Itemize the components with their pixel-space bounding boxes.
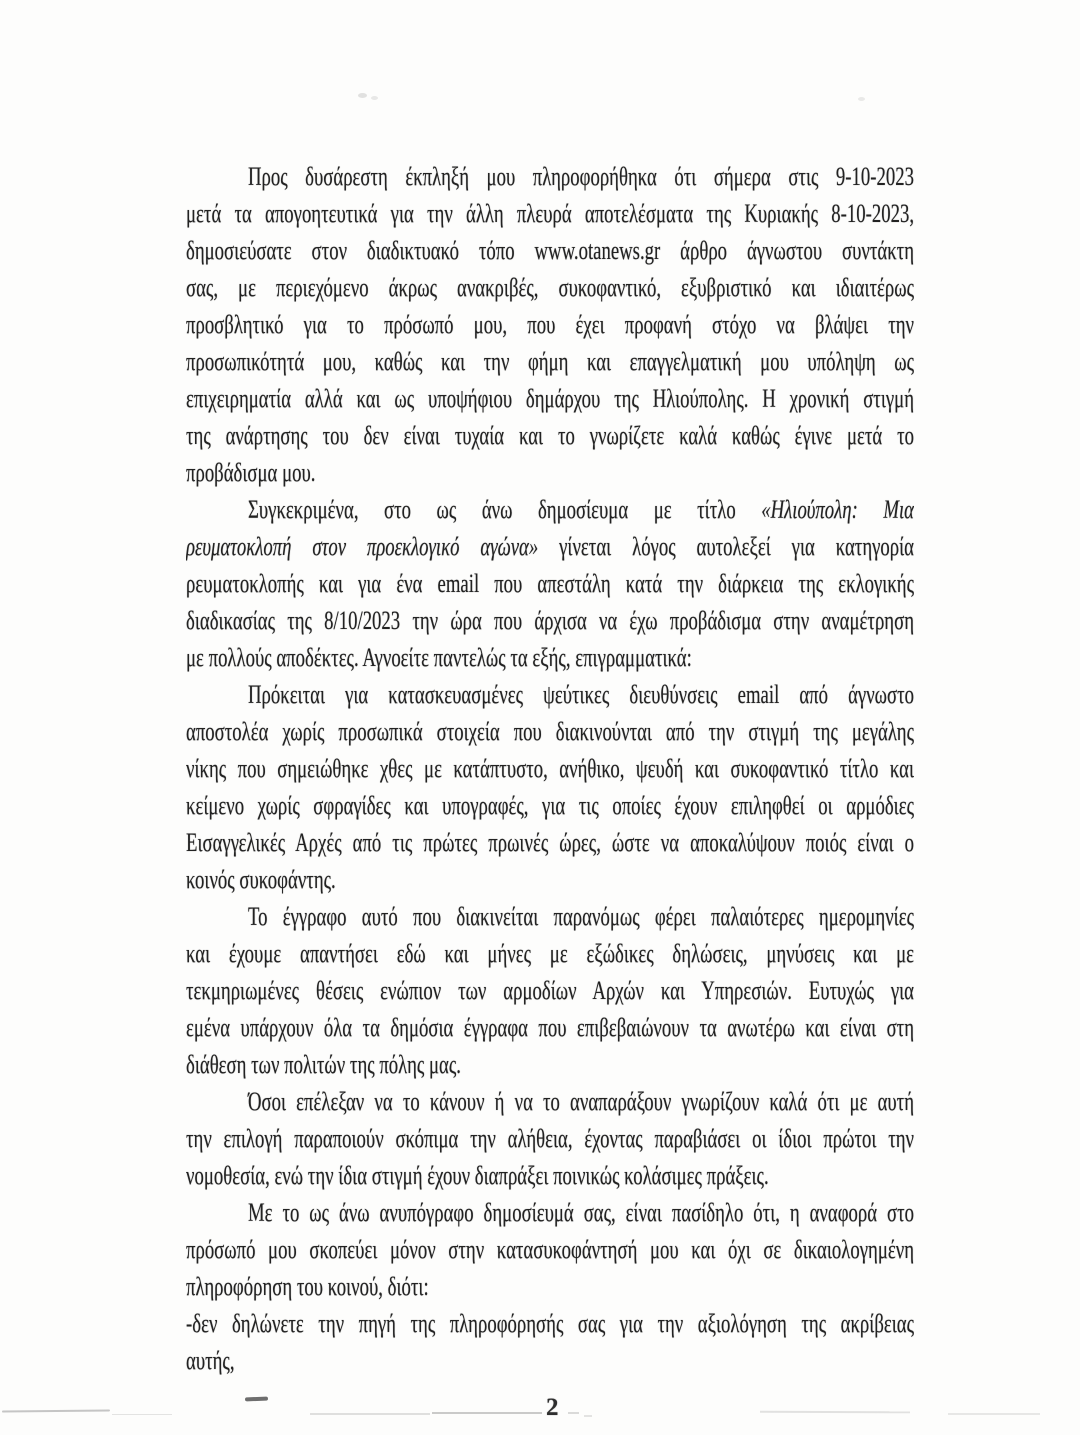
text-line: κείμενο χωρίς σφραγίδες και υπογραφές, για τις οποίες έχουν επιληφθεί οι αρμόδιες <box>186 791 915 820</box>
text-line: της ανάρτησης του δεν είναι τυχαία και το γνωρίζετε καλά καθώς έγινε μετά το <box>186 421 915 450</box>
paragraph <box>186 898 914 1083</box>
text-line: νίκης που σημειώθηκε χθες με κατάπτυστο, ανήθικο, ψευδή και συκοφαντικό τίτλο και <box>186 754 915 783</box>
text-line: κοινός συκοφάντης. <box>186 865 336 894</box>
text-line: Συγκεκριμένα, στο ως άνω δημοσίευμα με τίτλο «Ηλιούπολη: Μια <box>247 495 914 524</box>
text-scale-wrapper <box>186 158 914 1379</box>
page-footer <box>0 1392 1080 1432</box>
text-line: αυτής, <box>186 1346 235 1375</box>
text-line: Εισαγγελικές Αρχές από τις πρώτες πρωινές ώρες, ώστε να αποκαλύψουν ποιός είναι ο <box>186 828 915 857</box>
text-line: σας, με περιεχόμενο άκρως ανακριβές, συκοφαντικό, εξυβριστικό και ιδιαιτέρως <box>186 273 915 302</box>
text-line: πρόσωπό μου σκοπεύει μόνον στην κατασυκοφάντησή μου και όχι σε δικαιολογημένη <box>186 1235 915 1264</box>
text-line: τεκμηριωμένες θέσεις ενώπιον των αρμοδίων Αρχών και Υπηρεσιών. Ευτυχώς για <box>186 976 915 1005</box>
text-line: προσωπικότητά μου, καθώς και την φήμη και επαγγελματική μου υπόληψη ως <box>186 347 915 376</box>
text-line: νομοθεσία, ενώ την ίδια στιγμή έχουν διαπράξει ποινικώς κολάσιμες πράξεις. <box>186 1161 769 1190</box>
scan-smudge <box>358 93 367 98</box>
text-line: Με το ως άνω ανυπόγραφο δημοσίευμά σας, είναι πασίδηλο ότι, η αναφορά στο <box>247 1198 915 1227</box>
paragraph <box>186 1083 914 1194</box>
text-line: μετά τα απογοητευτικά για την άλλη πλευρά αποτελέσματα της Κυριακής 8-10-2023, <box>186 199 915 228</box>
paragraph <box>186 1194 914 1305</box>
text-line: προσβλητικό για το πρόσωπό μου, που έχει προφανή στόχο να βλάψει την <box>186 310 915 339</box>
scan-speck <box>858 97 865 101</box>
text-line: διάθεση των πολιτών της πόλης μας. <box>186 1050 461 1079</box>
text-line: εμένα υπάρχουν όλα τα δημόσια έγγραφα που επιβεβαιώνουν τα ανωτέρω και είναι στη <box>186 1013 915 1042</box>
text-line: δημοσιεύσατε στον διαδικτυακό τόπο www.otanews.gr άρθρο άγνωστου συντάκτη <box>186 236 915 265</box>
text-line: επιχειρηματία αλλά και ως υποψήφιου δημάρχου της Ηλιούπολης. Η χρονική στιγμή <box>186 384 915 413</box>
text-line: πληροφόρηση του κοινού, διότι: <box>186 1272 429 1301</box>
text-line: -δεν δηλώνετε την πηγή της πληροφόρησής σας για την αξιολόγηση της ακρίβειας <box>186 1309 915 1338</box>
text-line: Προς δυσάρεστη έκπληξή μου πληροφορήθηκα ότι σήμερα στις 9-10-2023 <box>247 162 915 191</box>
document-body <box>186 158 914 1388</box>
paragraph <box>186 491 914 676</box>
paragraph <box>186 158 914 491</box>
text-line: προβάδισμα μου. <box>186 458 316 487</box>
text-line: Πρόκειται για κατασκευασμένες ψεύτικες διευθύνσεις email από άγνωστο <box>247 680 915 709</box>
text-line: Το έγγραφο αυτό που διακινείται παρανόμως φέρει παλαιότερες ημερομηνίες <box>247 902 915 931</box>
scan-smudge <box>371 96 378 100</box>
text-line: ρευματοκλοπή στον προεκλογικό αγώνα» γίνεται λόγος αυτολεξεί για κατηγορία <box>186 532 915 561</box>
text-line: την επιλογή παραποιούν σκόπιμα την αλήθεια, έχοντας παραβιάσει οι ίδιοι πρώτοι την <box>186 1124 915 1153</box>
page-number: 2 <box>546 1394 559 1421</box>
paragraph <box>186 1305 914 1379</box>
paragraph <box>186 676 914 898</box>
text-line: Όσοι επέλεξαν να το κάνουν ή να το αναπαράξουν γνωρίζουν καλά ότι με αυτή <box>247 1087 915 1116</box>
text-line: ρευματοκλοπής και για ένα email που απεστάλη κατά την διάρκεια της εκλογικής <box>186 569 915 598</box>
text-line: διαδικασίας της 8/10/2023 την ώρα που άρχισα να έχω προβάδισμα στην αναμέτρηση <box>186 606 915 635</box>
text-line: με πολλούς αποδέκτες. Αγνοείτε παντελώς τα εξής, επιγραμματικά: <box>186 643 692 672</box>
text-line: και έχουμε απαντήσει εδώ και μήνες με εξώδικες δηλώσεις, μηνύσεις και με <box>186 939 915 968</box>
text-line: αποστολέα χωρίς προσωπικά στοιχεία που διακινούνται από την στιγμή της μεγάλης <box>186 717 915 746</box>
